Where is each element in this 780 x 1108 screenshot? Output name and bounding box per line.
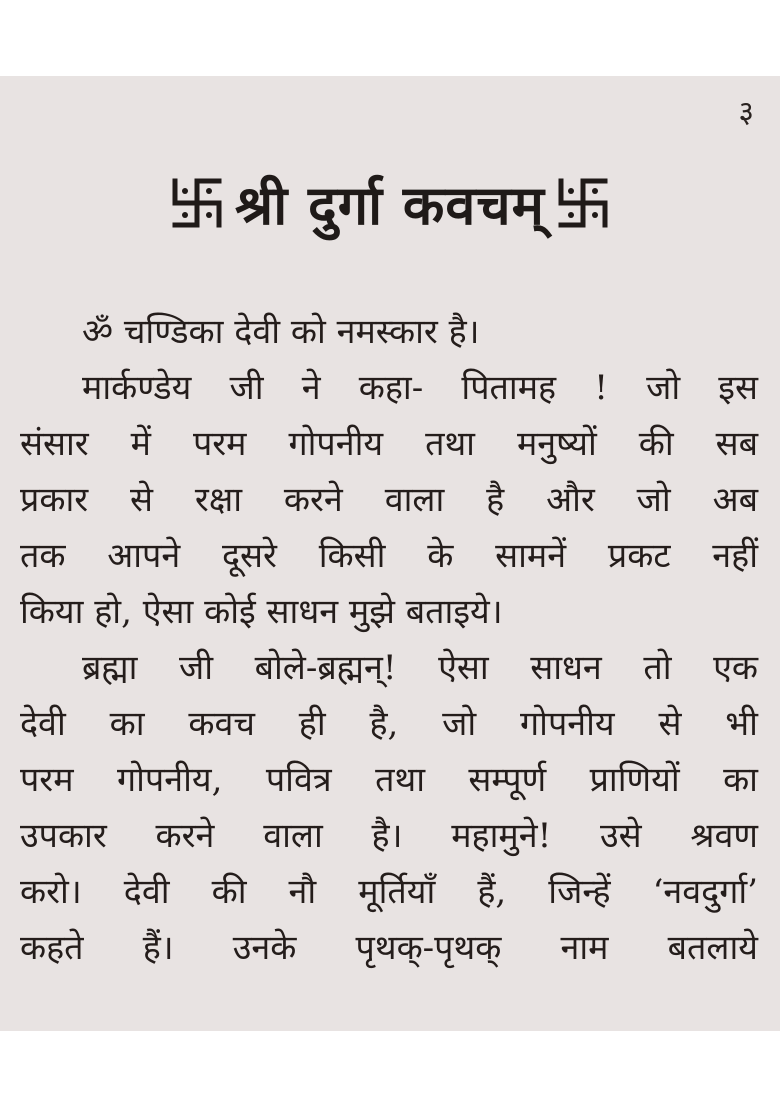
text-line: उपकार करने वाला है। महामुने! उसे श्रवण: [20, 816, 758, 856]
text-line: मार्कण्डेय जी ने कहा- पितामह ! जो इस: [82, 368, 758, 408]
text-line: करो। देवी की नौ मूर्तियाँ हैं, जिन्हें ‘नवदुर्गा’: [20, 872, 758, 912]
text-line: परम गोपनीय, पवित्र तथा सम्पूर्ण प्राणियों का: [20, 760, 758, 800]
text-line: देवी का कवच ही है, जो गोपनीय से भी: [20, 704, 758, 744]
text-line: कहते हैं। उनके पृथक्-पृथक् नाम बतलाये: [20, 928, 758, 968]
text-line: ॐ चण्डिका देवी को नमस्कार है।: [82, 312, 480, 352]
paragraph: [20, 304, 758, 360]
text-line: ब्रह्मा जी बोले-ब्रह्मन्! ऐसा साधन तो एक: [82, 648, 758, 688]
page-number: ३: [738, 95, 754, 130]
text-line: तक आपने दूसरे किसी के सामनें प्रकट नहीं: [20, 536, 758, 576]
title-row: [0, 166, 780, 240]
page-title: श्री दुर्गा कवचम्: [235, 173, 545, 237]
text-line: प्रकार से रक्षा करने वाला है और जो अब: [20, 480, 758, 520]
text-line: संसार में परम गोपनीय तथा मनुष्यों की सब: [20, 424, 758, 464]
body-text: [20, 304, 758, 976]
swastika-icon: [555, 175, 611, 231]
paragraph: [20, 360, 758, 640]
paragraph: [20, 640, 758, 976]
swastika-icon: [169, 175, 225, 231]
text-line: किया हो, ऐसा कोई साधन मुझे बताइये।: [20, 592, 503, 632]
book-page: [0, 76, 780, 1031]
